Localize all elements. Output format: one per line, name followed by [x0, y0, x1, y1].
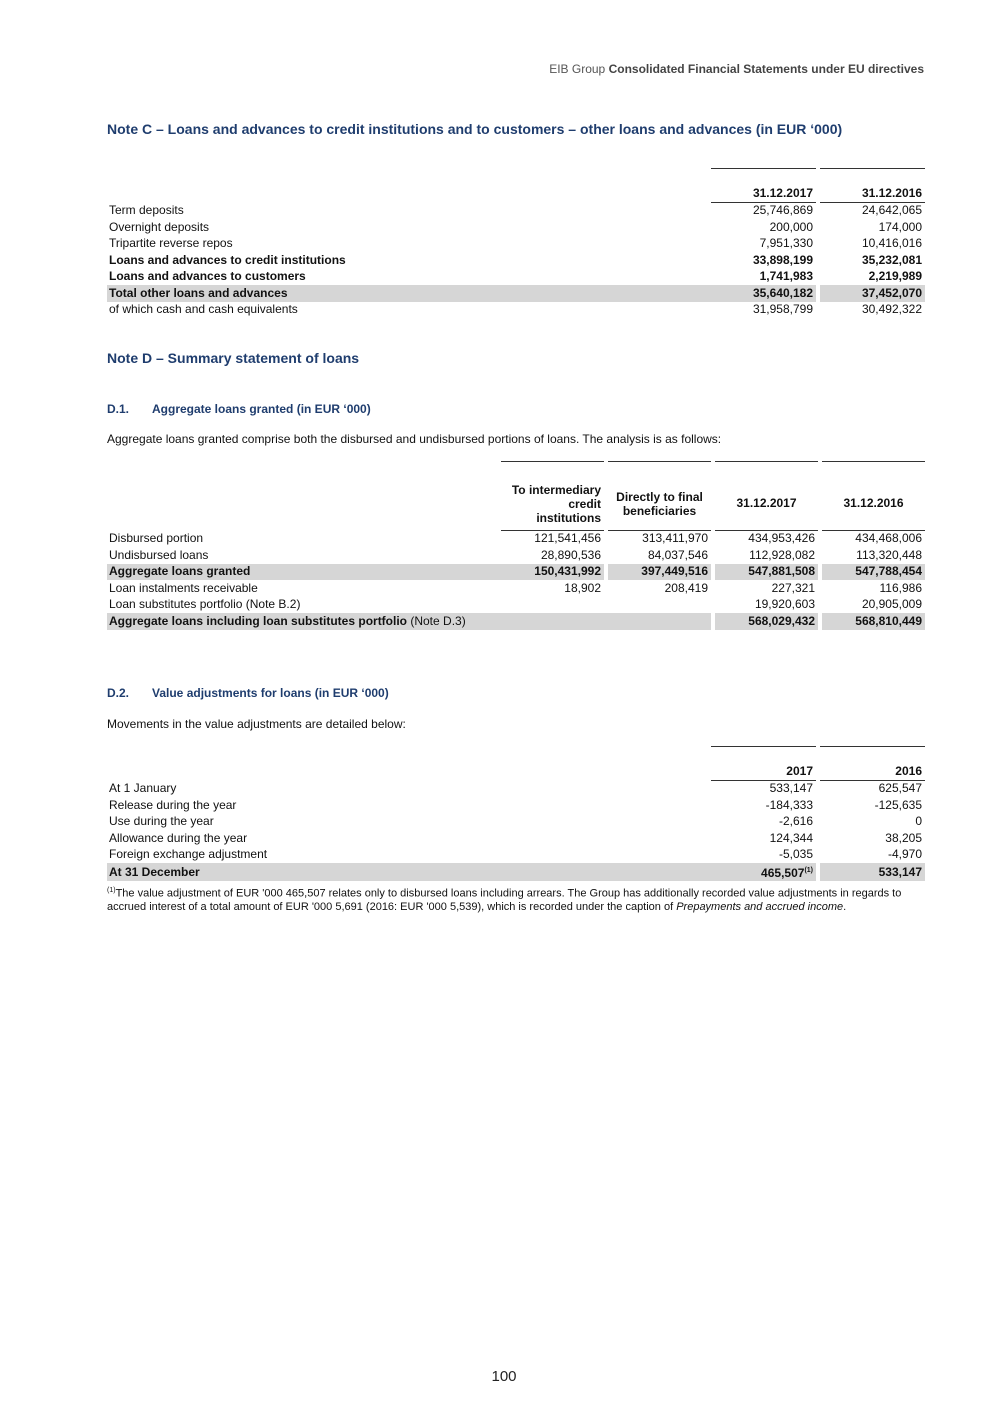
value-2017 [711, 863, 816, 881]
row-label: Loans and advances to customers [109, 269, 306, 284]
note-c-header-row [107, 185, 925, 202]
row-label: Term deposits [109, 203, 184, 217]
subtotal-row [107, 564, 925, 581]
value-2016: -125,635 [874, 797, 922, 812]
value-2016: 37,452,070 [820, 285, 925, 302]
value-direct: 313,411,970 [642, 531, 708, 546]
row-label-main: Aggregate loans including loan substitutes portfolio [109, 613, 408, 628]
row-label: Use during the year [109, 814, 214, 829]
d2-intro: Movements in the value adjustments are detailed below: [107, 717, 406, 731]
footnote-text: The value adjustment of EUR '000 465,507 relates only to disbursed loans including arrears. The Group has additionally recorded value adjustments in regards to accrued interest of a total amount of EUR '000 5,691 (2016: EUR '000 5,539), which is recorded under the caption of [107, 887, 902, 914]
row-label: Allowance during the year [109, 830, 248, 845]
column-header: 31.12.2016 [822, 478, 925, 530]
table-row [107, 530, 925, 547]
value-2017: 112,928,082 [749, 547, 815, 562]
table-row [107, 302, 925, 319]
value-2016: 113,320,448 [856, 547, 922, 562]
table-row [107, 580, 925, 597]
value-2016: 35,232,081 [861, 252, 922, 267]
row-label [107, 613, 711, 630]
value-2017: -5,035 [778, 847, 813, 862]
value-direct: 397,449,516 [608, 564, 711, 581]
value-2017: 7,951,330 [759, 236, 813, 251]
value-direct [608, 597, 711, 614]
table-row [107, 547, 925, 564]
header-prefix: EIB Group [549, 62, 606, 76]
d1-table [107, 461, 925, 630]
value-2016: 20,905,009 [861, 597, 922, 612]
value-2016: 116,986 [879, 580, 922, 595]
column-header: 2016 [820, 763, 925, 780]
value-2017: 19,920,603 [754, 597, 815, 612]
value-intermediary: 18,902 [564, 580, 601, 595]
note-d-title: Note D – Summary statement of loans [107, 350, 360, 366]
value-2017: 1,741,983 [759, 269, 813, 284]
value-intermediary [501, 597, 604, 614]
value-2017: 25,746,869 [752, 203, 813, 218]
footnote-caption: Prepayments and accrued income [676, 901, 844, 914]
table-row [107, 797, 925, 814]
row-label: Loan instalments receivable [109, 580, 258, 595]
footnote-end: . [843, 901, 847, 914]
value-2017: 533,147 [769, 781, 813, 796]
table-row [107, 780, 925, 797]
total-row [107, 863, 925, 881]
value-intermediary: 121,541,456 [534, 531, 601, 546]
value-2016: 434,468,006 [855, 531, 922, 546]
value-direct: 208,419 [664, 580, 708, 595]
value-2016: 547,788,454 [822, 564, 925, 581]
page-number: 100 [491, 1368, 517, 1385]
value-2017: -2,616 [778, 814, 813, 829]
column-header: 31.12.2016 [820, 185, 925, 202]
value-2016: 30,492,322 [861, 302, 922, 317]
d1-title-text: Aggregate loans granted (in EUR ‘000) [152, 402, 371, 416]
value-2017-amount: 465,507 [761, 866, 805, 880]
value-2017: 31,958,799 [752, 302, 813, 317]
value-2017: -184,333 [765, 797, 813, 812]
row-label: Loan substitutes portfolio (Note B.2) [109, 597, 301, 612]
value-2017: 547,881,508 [715, 564, 818, 581]
value-intermediary: 150,431,992 [501, 564, 604, 581]
table-row [107, 597, 925, 614]
row-label: Undisbursed loans [109, 547, 209, 562]
d1-number: D.1. [107, 402, 130, 416]
table-row [107, 202, 925, 219]
d2-title-text: Value adjustments for loans (in EUR ‘000) [152, 686, 389, 700]
value-2017: 434,953,426 [748, 531, 815, 546]
row-label: Aggregate loans granted [107, 564, 501, 581]
value-direct: 84,037,546 [647, 547, 708, 562]
value-2017: 568,029,432 [715, 613, 818, 630]
value-2016: 625,547 [878, 781, 922, 796]
total-row [107, 285, 925, 302]
column-header: 31.12.2017 [711, 185, 816, 202]
d2-title [107, 686, 389, 700]
page-header [549, 62, 924, 76]
column-header: To intermediary credit institutions [501, 478, 604, 530]
note-c-title: Note C – Loans and advances to credit institutions and to customers – other loans and advances (in EUR ‘000) [107, 121, 843, 137]
table-row [107, 219, 925, 236]
d2-table [107, 746, 925, 881]
table-row [107, 252, 925, 269]
row-label: Release during the year [109, 797, 237, 812]
row-label: Disbursed portion [109, 531, 204, 545]
value-2016: 174,000 [878, 219, 922, 234]
value-2016: 2,219,989 [868, 269, 922, 284]
header-title: Consolidated Financial Statements under EU directives [608, 62, 924, 76]
value-intermediary: 28,890,536 [540, 547, 601, 562]
row-label-note: (Note D.3) [407, 613, 466, 628]
footnote-marker: (1) [107, 887, 116, 894]
value-2016: 38,205 [885, 830, 922, 845]
footnote [107, 884, 925, 915]
table-row [107, 830, 925, 847]
d2-number: D.2. [107, 686, 130, 700]
note-c-table [107, 168, 925, 318]
row-label: Foreign exchange adjustment [109, 847, 268, 862]
table-row [107, 269, 925, 286]
row-label: of which cash and cash equivalents [109, 302, 298, 317]
value-2017: 200,000 [769, 219, 813, 234]
row-label: Overnight deposits [109, 219, 210, 234]
row-label: Loans and advances to credit institutions [109, 252, 346, 267]
table-row [107, 847, 925, 864]
value-2017: 124,344 [769, 830, 813, 845]
value-2016: -4,970 [887, 847, 922, 862]
d1-header-row [107, 478, 925, 530]
table-row [107, 814, 925, 831]
column-header: 2017 [711, 763, 816, 780]
value-2016: 533,147 [820, 863, 925, 881]
footnote-marker: (1) [804, 867, 813, 874]
row-label: At 1 January [109, 781, 177, 795]
value-2017: 227,321 [771, 580, 815, 595]
value-2016: 24,642,065 [861, 203, 922, 218]
value-2016: 10,416,016 [861, 236, 922, 251]
row-label: Tripartite reverse repos [109, 236, 233, 251]
value-2016: 568,810,449 [822, 613, 925, 630]
value-2017: 33,898,199 [752, 252, 813, 267]
value-2017: 35,640,182 [711, 285, 816, 302]
value-2016: 0 [915, 814, 922, 829]
d2-header-row [107, 763, 925, 780]
table-row [107, 236, 925, 253]
column-header: Directly to final beneficiaries [608, 478, 711, 530]
d1-title [107, 402, 371, 416]
total-row [107, 613, 925, 630]
row-label: Total other loans and advances [107, 285, 711, 302]
row-label: At 31 December [107, 863, 711, 881]
column-header: 31.12.2017 [715, 478, 818, 530]
d1-intro: Aggregate loans granted comprise both the disbursed and undisbursed portions of loans. The analysis is as follows: [107, 432, 722, 446]
